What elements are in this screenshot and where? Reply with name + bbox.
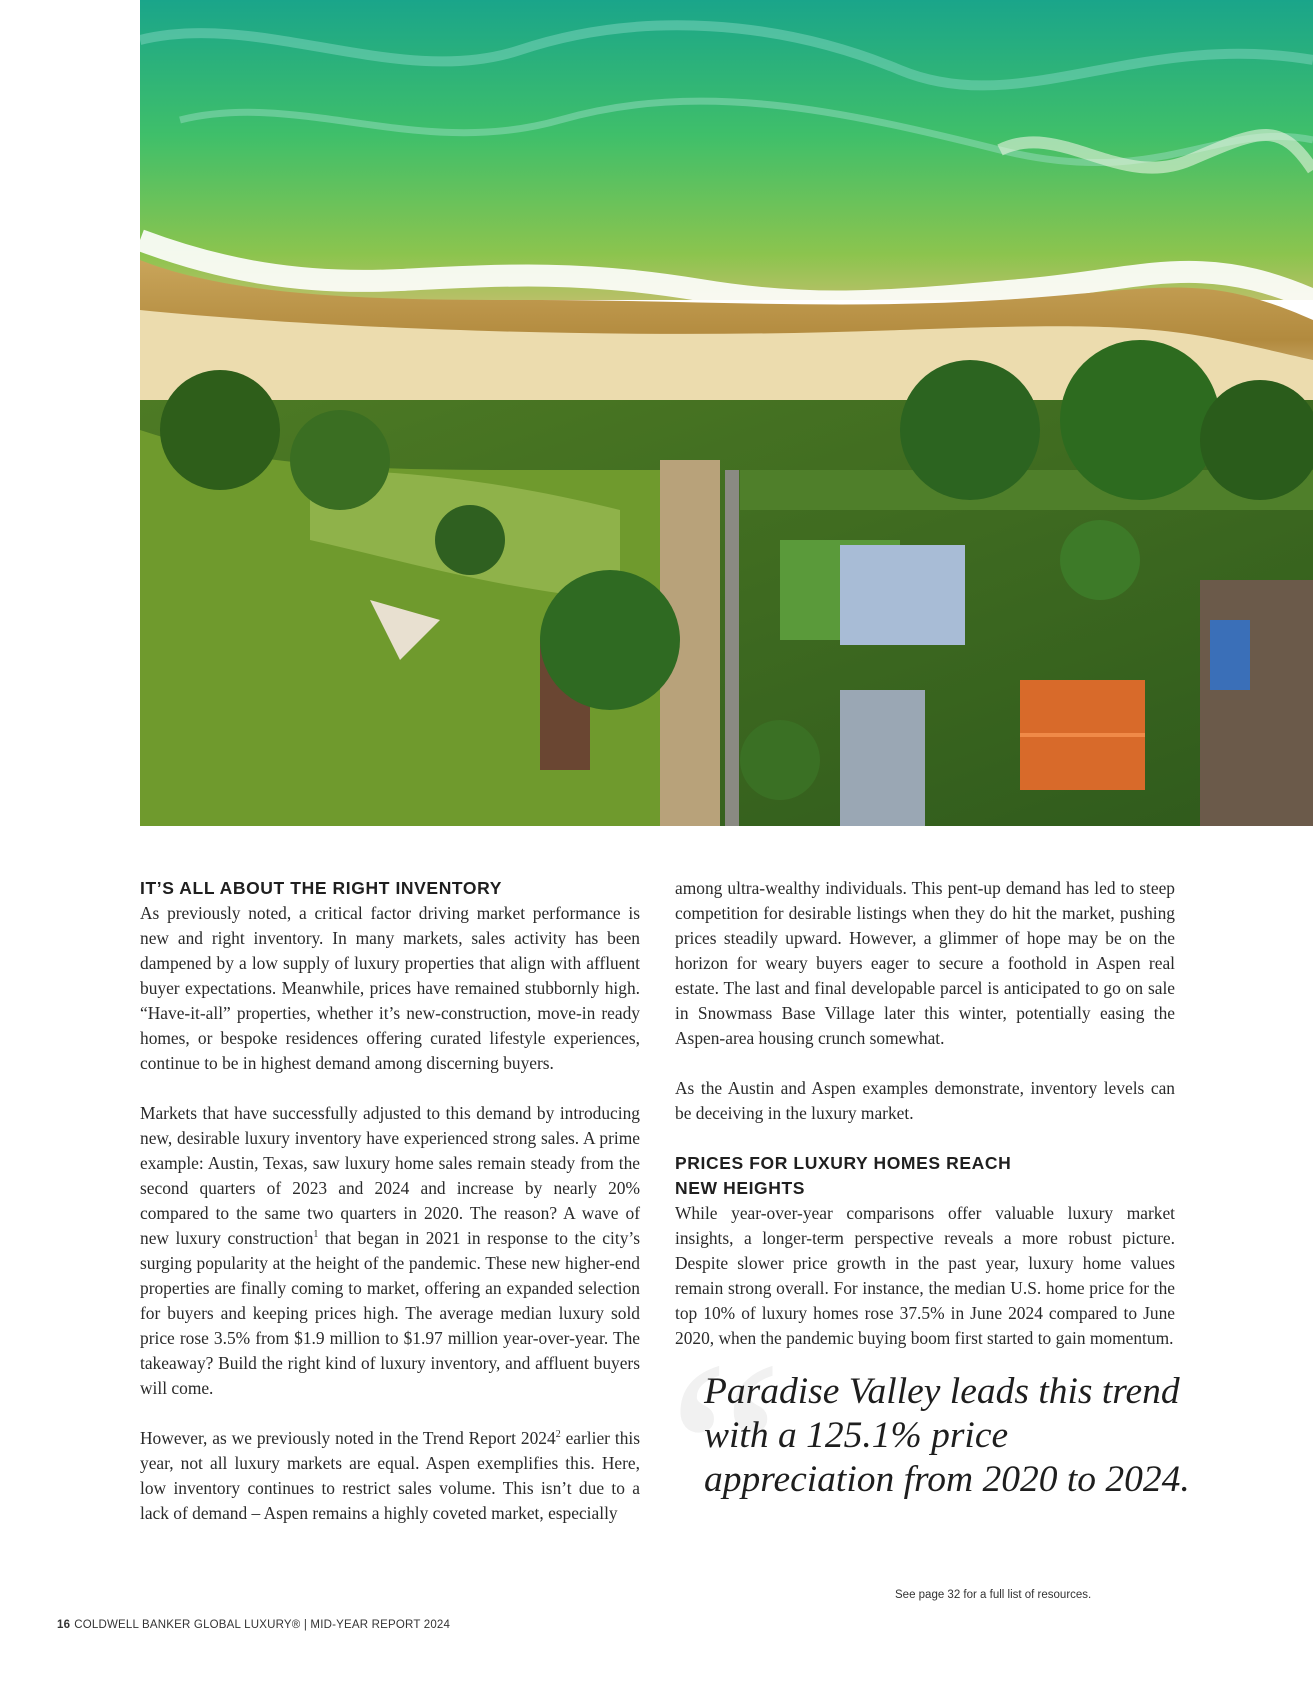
pull-quote-text: Paradise Valley leads this trend with a 125.1% price appreciation from 2020 to 2024.	[704, 1371, 1190, 1500]
section-heading-inventory: IT’S ALL ABOUT THE RIGHT INVENTORY	[140, 878, 502, 898]
left-column	[140, 876, 640, 1526]
footer-brand: COLDWELL BANKER GLOBAL LUXURY®	[74, 1619, 301, 1631]
resources-note: See page 32 for a full list of resources.	[895, 1589, 1092, 1601]
paragraph: While year-over-year comparisons offer valuable luxury market insights, a longer-term perspective reveals a more robust picture. Despite slower price growth in the past year, luxury home values remain strong overall. For instance, the median U.S. home price for the top 10% of luxury homes rose 37.5% in June 2024 compared to June 2020, when the pandemic buying boom first started to gain momentum.	[675, 1203, 1175, 1348]
right-column	[675, 876, 1175, 1351]
paragraph: However, as we previously noted in the Trend Report 2024$^2$ earlier this year, not all luxury markets are equal. Aspen exemplifies this. Here, low inventory continues to restrict sales volume. This isn’t due to a lack of demand – Aspen remains a highly coveted market, especially	[140, 1428, 640, 1523]
quote-mark-icon: “	[668, 1308, 784, 1596]
aerial-beach-illustration	[140, 0, 1313, 826]
footer-report: MID-YEAR REPORT 2024	[310, 1619, 451, 1631]
paragraph: among ultra-wealthy individuals. This pent-up demand has led to steep competition for desirable listings when they do hit the market, pushing prices steadily upward. However, a glimmer of hope may be on the horizon for weary buyers eager to secure a foothold in Aspen real estate. The last and final developable parcel is anticipated to go on sale in Snowmass Base Village later this winter, potentially easing the Aspen-area housing crunch somewhat.	[675, 878, 1175, 1048]
footer-separator: |	[300, 1619, 311, 1631]
paragraph: As previously noted, a critical factor driving market performance is new and right inventory. In many markets, sales activity has been dampened by a low supply of luxury properties that align with affluent buyer expectations. Meanwhile, prices have remained stubbornly high. “Have-it-all” properties, whether it’s new-construction, move-in ready homes, or bespoke residences offering curated lifestyle experiences, continue to be in highest demand among discerning buyers.	[140, 903, 640, 1073]
hero-photo	[140, 0, 1313, 826]
page-number: 16	[57, 1619, 71, 1631]
paragraph: Markets that have successfully adjusted to this demand by introducing new, desirable luxury inventory have experienced strong sales. A prime example: Austin, Texas, saw luxury home sales remain steady from the second quarters of 2023 and 2024 and increase by nearly 20% compared to the same two quarters in 2020. The reason? A wave of new luxury construction$^1$ that began in 2021 in response to the city’s surging popularity at the height of the pandemic. These new higher-end properties are finally coming to market, offering an expanded selection for buyers and keeping prices high. The average median luxury sold price rose 3.5% from $1.9 million to $1.97 million year-over-year. The takeaway? Build the right kind of luxury inventory, and affluent buyers will come.	[140, 1103, 640, 1398]
paragraph: As the Austin and Aspen examples demonstrate, inventory levels can be deceiving in the luxury market.	[675, 1078, 1175, 1123]
section-heading-prices: PRICES FOR LUXURY HOMES REACH NEW HEIGHTS	[675, 1153, 1012, 1198]
page-footer	[57, 1619, 450, 1631]
footnote-marker: 1	[313, 1229, 319, 1241]
footnote-marker: 2	[555, 1429, 561, 1441]
